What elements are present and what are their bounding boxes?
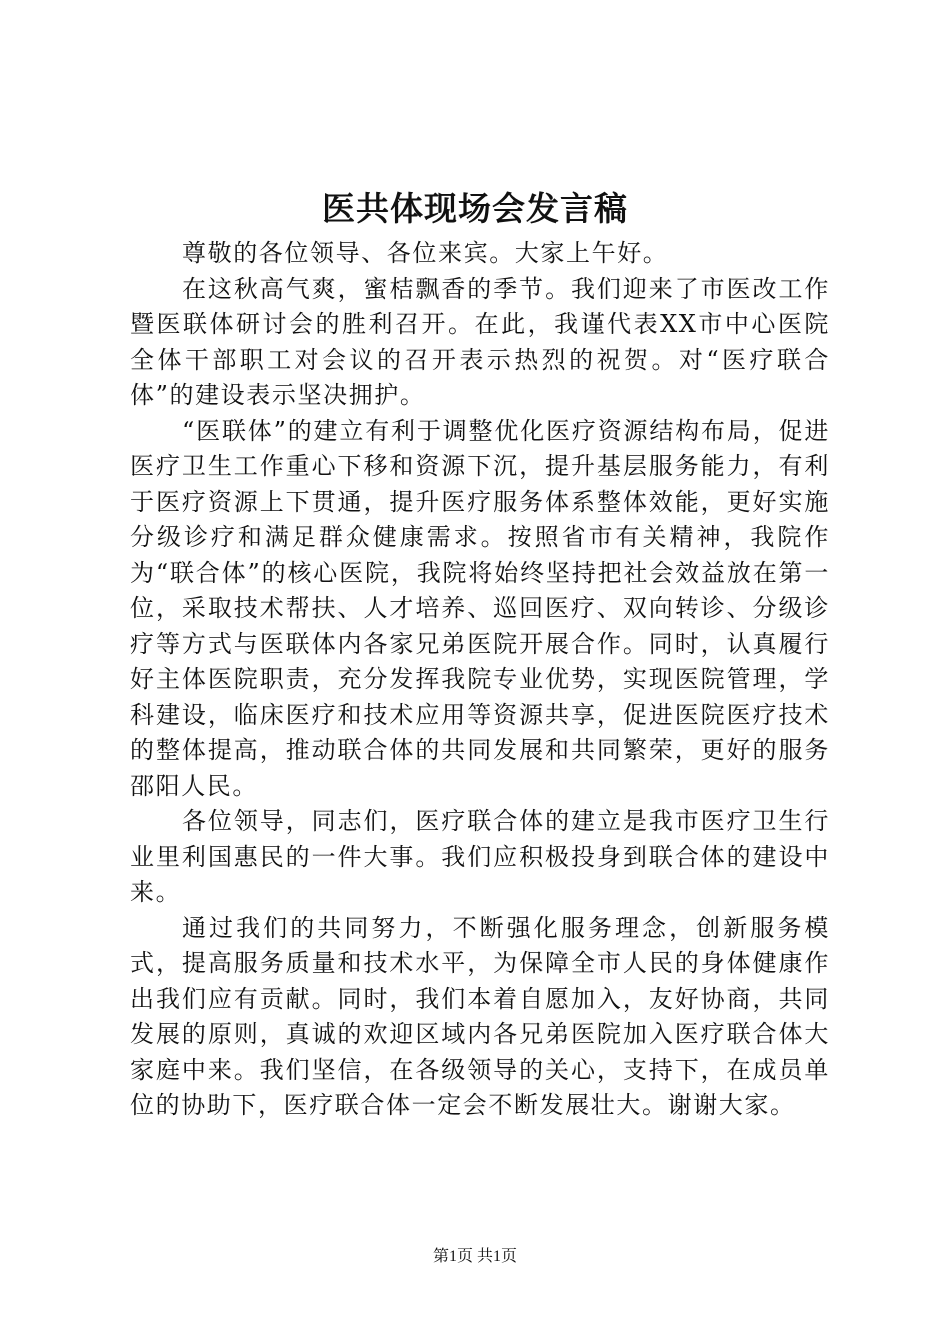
medical-alliance-paragraph: “医联体”的建立有利于调整优化医疗资源结构布局，促进医疗卫生工作重心下移和资源下沉，提升基层服务能力，有利于医疗资源上下贯通，提升医疗服务体系整体效能，更好实施分级诊疗和满足群众健康需求。按照省市有关精神，我院作为“联合体”的核心医院，我院将始终坚持把社会效益放在第一位，采取技术帮扶、人才培养、巡回医疗、双向转诊、分级诊疗等方式与医联体内各家兄弟医院开展合作。同时，认真履行好主体医院职责，充分发挥我院专业优势，实现医院管理，学科建设，临床医疗和技术应用等资源共享，促进医院医疗技术的整体提高，推动联合体的共同发展和共同繁荣，更好的服务邵阳人民。	[130, 416, 830, 800]
document-body	[130, 236, 830, 1124]
closing-paragraph: 通过我们的共同努力，不断强化服务理念，创新服务模式，提高服务质量和技术水平，为保障全市人民的身体健康作出我们应有贡献。同时，我们本着自愿加入，友好协商，共同发展的原则，真诚的欢迎区域内各兄弟医院加入医疗联合体大家庭中来。我们坚信，在各级领导的关心，支持下，在成员单位的协助下，医疗联合体一定会不断发展壮大。谢谢大家。	[130, 913, 830, 1119]
address-leaders-paragraph: 各位领导，同志们，医疗联合体的建立是我市医疗卫生行业里利国惠民的一件大事。我们应积极投身到联合体的建设中来。	[130, 807, 830, 906]
opening-paragraph: 在这秋高气爽，蜜桔飘香的季节。我们迎来了市医改工作暨医联体研讨会的胜利召开。在此，我谨代表XX市中心医院全体干部职工对会议的召开表示热烈的祝贺。对“医疗联合体”的建设表示坚决拥护。	[130, 274, 830, 409]
page-number-footer: 第1页 共1页	[432, 1248, 517, 1265]
document-title: 医共体现场会发言稿	[322, 189, 628, 228]
greeting-paragraph: 尊敬的各位领导、各位来宾。大家上午好。	[182, 239, 669, 267]
